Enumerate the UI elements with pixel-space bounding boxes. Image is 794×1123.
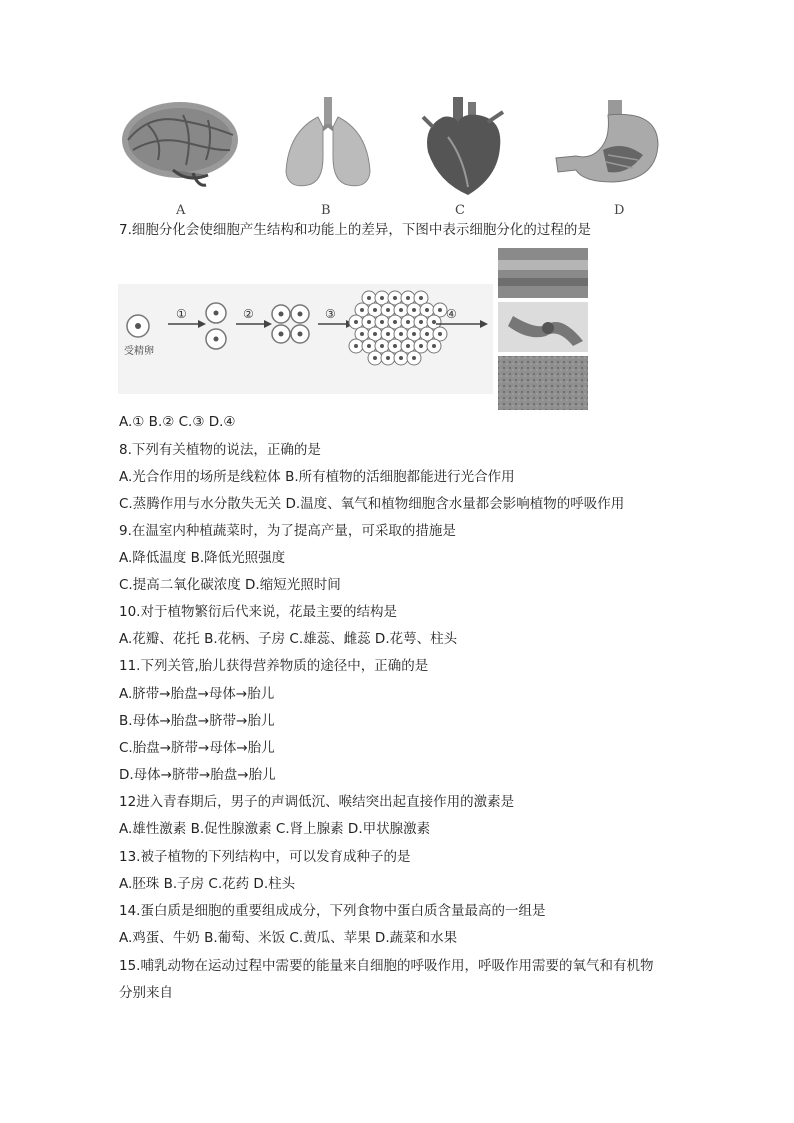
cluster-cell-nucleus bbox=[419, 296, 423, 300]
organ-label-b: B bbox=[321, 203, 331, 218]
question-8-options-line1: A.光合作用的场所是线粒体 B.所有植物的活细胞都能进行光合作用 bbox=[119, 469, 515, 485]
cluster-cell-nucleus bbox=[406, 296, 410, 300]
question-15-text: 15.哺乳动物在运动过程中需要的能量来自细胞的呼吸作用，呼吸作用需要的氧气和有机物 bbox=[119, 958, 654, 974]
organ-label-c: C bbox=[455, 203, 465, 218]
cluster-cell-nucleus bbox=[438, 308, 442, 312]
brain-icon bbox=[118, 95, 243, 190]
cluster-cell-nucleus bbox=[380, 344, 384, 348]
question-9-text: 9.在温室内种植蔬菜时，为了提高产量，可采取的措施是 bbox=[119, 523, 456, 539]
cluster-cell-nucleus bbox=[373, 356, 377, 360]
cluster-cell-nucleus bbox=[386, 308, 390, 312]
organ-label-d: D bbox=[614, 203, 625, 218]
cluster-cell-nucleus bbox=[373, 308, 377, 312]
question-11-option-d: D.母体→脐带→胎盘→胎儿 bbox=[119, 767, 276, 783]
question-10-text: 10.对于植物繁衍后代来说，花最主要的结构是 bbox=[119, 604, 397, 620]
cluster-cell-nucleus bbox=[419, 344, 423, 348]
cluster-cell-nucleus bbox=[380, 296, 384, 300]
cluster-cell-nucleus bbox=[419, 320, 423, 324]
question-7-text: 7.细胞分化会使细胞产生结构和功能上的差异，下图中表示细胞分化的过程的是 bbox=[119, 222, 591, 238]
step-1-label: ① bbox=[176, 307, 187, 321]
cluster-cell-nucleus bbox=[386, 356, 390, 360]
step-2-label: ② bbox=[243, 307, 254, 321]
cluster-cell-nucleus bbox=[406, 320, 410, 324]
organ-figure-row bbox=[118, 95, 678, 225]
step-4-label: ④ bbox=[446, 307, 457, 321]
cluster-cell-nucleus bbox=[393, 320, 397, 324]
question-11-option-c: C.胎盘→脐带→母体→胎儿 bbox=[119, 740, 275, 756]
question-13-options: A.胚珠 B.子房 C.花药 D.柱头 bbox=[119, 876, 296, 892]
step-3-label: ③ bbox=[325, 307, 336, 321]
cluster-cell-nucleus bbox=[399, 308, 403, 312]
cluster-cell-nucleus bbox=[425, 332, 429, 336]
cluster-cell-nucleus bbox=[432, 320, 436, 324]
question-15-text-cont: 分别来自 bbox=[119, 985, 173, 1001]
cell-differentiation-diagram bbox=[118, 246, 590, 412]
muscle-tissue-image bbox=[498, 248, 588, 298]
cluster-cell-nucleus bbox=[354, 320, 358, 324]
egg-label: 受精卵 bbox=[124, 346, 154, 357]
cluster-cell-nucleus bbox=[425, 308, 429, 312]
cluster-cell-nucleus bbox=[354, 344, 358, 348]
lungs-icon bbox=[278, 97, 378, 197]
nerve-tissue-image bbox=[498, 302, 588, 352]
question-8-options-line2: C.蒸腾作用与水分散失无关 D.温度、氧气和植物细胞含水量都会影响植物的呼吸作用 bbox=[119, 496, 625, 512]
question-14-options: A.鸡蛋、牛奶 B.葡萄、米饭 C.黄瓜、苹果 D.蔬菜和水果 bbox=[119, 930, 458, 946]
cluster-cell-nucleus bbox=[412, 308, 416, 312]
stomach-icon bbox=[548, 100, 663, 190]
cluster-cell-nucleus bbox=[399, 356, 403, 360]
question-7-options: A.① B.② C.③ D.④ bbox=[119, 414, 236, 430]
cluster-cell-nucleus bbox=[412, 356, 416, 360]
cluster-cell-nucleus bbox=[406, 344, 410, 348]
cluster-cell-nucleus bbox=[393, 296, 397, 300]
cluster-cell-nucleus bbox=[380, 320, 384, 324]
question-11-text: 11.下列关管,胎儿获得营养物质的途径中，正确的是 bbox=[119, 658, 429, 674]
cluster-cell-nucleus bbox=[367, 320, 371, 324]
question-14-text: 14.蛋白质是细胞的重要组成成分，下列食物中蛋白质含量最高的一组是 bbox=[119, 903, 546, 919]
cluster-cell-nucleus bbox=[360, 332, 364, 336]
question-13-text: 13.被子植物的下列结构中，可以发育成种子的是 bbox=[119, 849, 411, 865]
question-12-options: A.雄性激素 B.促性腺激素 C.肾上腺素 D.甲状腺激素 bbox=[119, 821, 431, 837]
organ-label-a: A bbox=[176, 203, 186, 218]
question-9-options-line1: A.降低温度 B.降低光照强度 bbox=[119, 550, 286, 566]
question-12-text: 12进入青春期后，男子的声调低沉、喉结突出起直接作用的激素是 bbox=[119, 794, 515, 810]
cluster-cell-nucleus bbox=[432, 344, 436, 348]
question-11-option-b: B.母体→胎盘→脐带→胎儿 bbox=[119, 713, 275, 729]
cluster-cell-nucleus bbox=[373, 332, 377, 336]
cluster-cell-nucleus bbox=[412, 332, 416, 336]
fertilized-egg-cell bbox=[127, 315, 149, 337]
question-8-text: 8.下列有关植物的说法，正确的是 bbox=[119, 442, 321, 458]
question-10-options: A.花瓣、花托 B.花柄、子房 C.雄蕊、雌蕊 D.花萼、柱头 bbox=[119, 631, 458, 647]
cluster-cell-nucleus bbox=[360, 308, 364, 312]
cluster-cell-nucleus bbox=[438, 332, 442, 336]
cluster-cell-nucleus bbox=[367, 296, 371, 300]
cluster-cell-nucleus bbox=[393, 344, 397, 348]
connective-tissue-image bbox=[498, 356, 588, 410]
question-9-options-line2: C.提高二氧化碳浓度 D.缩短光照时间 bbox=[119, 577, 341, 593]
cluster-cell-nucleus bbox=[399, 332, 403, 336]
cluster-cell-nucleus bbox=[367, 344, 371, 348]
heart-icon bbox=[418, 97, 508, 197]
cluster-cell-nucleus bbox=[386, 332, 390, 336]
question-11-option-a: A.脐带→胎盘→母体→胎儿 bbox=[119, 686, 275, 702]
